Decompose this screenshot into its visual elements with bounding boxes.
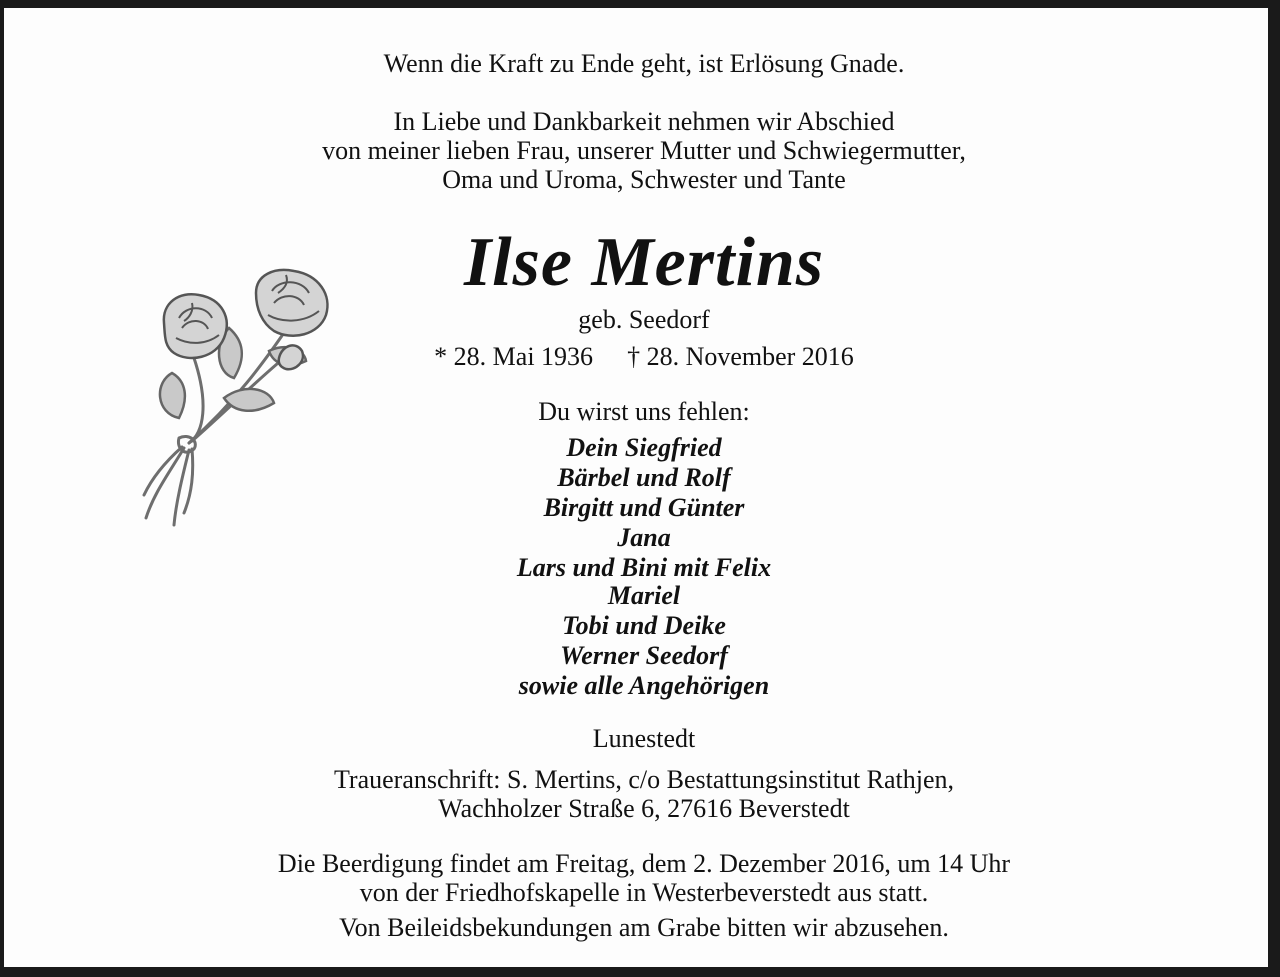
deceased-name: Ilse Mertins [463, 224, 825, 301]
mourner-name: Jana [617, 523, 671, 552]
motto: Wenn die Kraft zu Ende geht, ist Erlösung Gnade. [383, 49, 905, 78]
mourner-name: Birgitt und Günter [543, 493, 745, 522]
address-line: Traueranschrift: S. Mertins, c/o Bestattungsinstitut Rathjen, [333, 765, 955, 794]
life-dates [4, 342, 1280, 372]
condolence-note: Von Beileidsbekundungen am Grabe bitten wir abzusehen. [339, 913, 949, 942]
intro-line: Oma und Uroma, Schwester und Tante [442, 165, 846, 194]
maiden-name: geb. Seedorf [578, 305, 710, 334]
address-line: Wachholzer Straße 6, 27616 Beverstedt [438, 794, 850, 823]
mourner-name: Mariel [607, 581, 681, 610]
funeral-line: Die Beerdigung findet am Freitag, dem 2. Dezember 2016, um 14 Uhr [277, 849, 1011, 878]
intro-line: In Liebe und Dankbarkeit nehmen wir Abschied [393, 107, 895, 136]
birth-date: * 28. Mai 1936 [434, 342, 594, 371]
mourner-name: Tobi und Deike [562, 611, 726, 640]
mourner-name: Dein Siegfried [566, 433, 722, 462]
mourner-name: Werner Seedorf [560, 641, 728, 670]
mourner-name: sowie alle Angehörigen [518, 671, 770, 700]
intro-line: von meiner lieben Frau, unserer Mutter und Schwiegermutter, [322, 136, 966, 165]
mourner-name: Bärbel und Rolf [557, 463, 731, 492]
death-date: † 28. November 2016 [627, 342, 854, 371]
mourner-name: Lars und Bini mit Felix [516, 553, 772, 582]
funeral-line: von der Friedhofskapelle in Westerbeverstedt aus statt. [359, 878, 929, 907]
miss-you-label: Du wirst uns fehlen: [538, 397, 750, 426]
place: Lunestedt [592, 724, 696, 753]
